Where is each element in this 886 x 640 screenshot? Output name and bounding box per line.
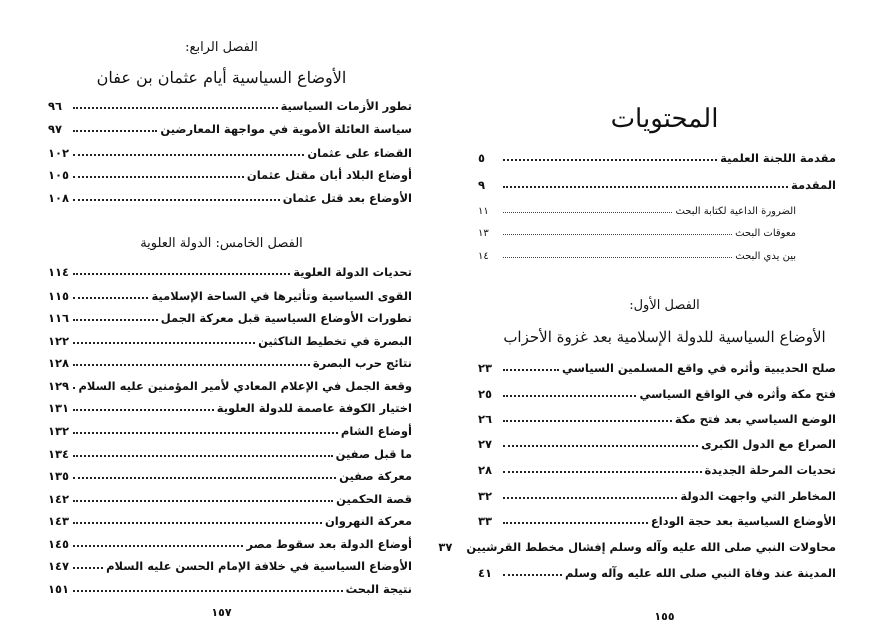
toc-entry-title: وقعة الجمل في الإعلام المعادي لأمير المؤمنين عليه السلام [78,379,412,393]
dot-leader [503,257,732,258]
toc-entry[interactable] [48,578,412,596]
toc-entry-title: الصراع مع الدول الكبرى [701,437,836,451]
dot-leader [503,212,672,213]
toc-entry[interactable] [48,164,412,182]
dot-leader [503,159,717,161]
toc-entry-title: الأوضاع السياسية في خلافة الإمام الحسن عليه السلام [106,559,412,573]
dot-leader [73,273,290,275]
toc-entry[interactable] [438,536,836,554]
toc-entry-title: تحديات الدولة العلوية [293,265,412,279]
dot-leader [73,590,343,592]
toc-entry[interactable] [48,555,412,573]
toc-entry-page: ١٢٨ [48,356,70,370]
toc-entry-page: ١٣ [478,228,489,239]
toc-entry-title: تطورات الأوضاع السياسية قبل معركة الجمل [160,311,412,325]
dot-leader [503,471,702,473]
toc-entry[interactable] [48,142,412,160]
page-number: ١٥٧ [211,606,232,619]
toc-entry[interactable] [48,307,412,325]
chapter4-subtitle: الأوضاع السياسية أيام عثمان بن عفان [96,68,347,87]
toc-entry-page: ١١ [478,206,489,217]
dot-leader [73,297,148,299]
toc-entry-page: ٩٦ [48,99,63,113]
toc-entry-page: ١٤٣ [48,514,70,528]
toc-entry[interactable] [478,147,836,165]
dot-leader [503,445,698,447]
toc-entry[interactable] [478,199,796,217]
dot-leader [503,234,732,235]
chapter1-heading: الفصل الأول: [629,298,700,313]
toc-entry-page: ٢٧ [478,437,493,451]
toc-entry-page: ٤١ [478,566,493,580]
dot-leader [503,574,562,576]
toc-entry[interactable] [478,433,836,451]
toc-entry[interactable] [48,95,412,113]
toc-entry-page: ٥ [478,151,486,165]
toc-entry-page: ١٣٤ [48,447,70,461]
dot-leader [73,522,322,524]
dot-leader [73,477,336,479]
toc-entry[interactable] [48,187,412,205]
dot-leader [73,432,338,434]
toc-entry-page: ١٣١ [48,401,70,415]
toc-entry[interactable] [48,465,412,483]
dot-leader [503,369,559,371]
toc-entry-title: القوى السياسية وتأثيرها في الساحة الإسلامية [151,289,412,303]
toc-entry[interactable] [48,443,412,461]
toc-entry-title: معوقات البحث [735,228,796,239]
toc-entry-title: مقدمة اللجنة العلمية [720,151,836,165]
dot-leader [503,497,677,499]
toc-entry[interactable] [48,533,412,551]
toc-entry-title: الضرورة الداعية لكتابة البحث [675,206,796,217]
dot-leader [73,567,103,569]
toc-entry[interactable] [48,285,412,303]
toc-entry-page: ١٣٥ [48,469,70,483]
toc-entry-page: ١٢٩ [48,379,70,393]
toc-entry-page: ١٤٥ [48,537,70,551]
toc-entry-title: تطور الأزمات السياسية [280,99,412,113]
toc-entry-page: ١١٤ [48,265,70,279]
toc-entry-title: اختيار الكوفة عاصمة للدولة العلوية [216,401,412,415]
chapter5-heading: الفصل الخامس: الدولة العلوية [140,236,303,251]
dot-leader [73,319,158,321]
toc-entry[interactable] [48,352,412,370]
dot-leader [73,364,310,366]
toc-entry[interactable] [478,383,836,401]
toc-entry-title: صلح الحديبية وأثره في واقع المسلمين السياسي [561,361,836,375]
toc-entry[interactable] [48,397,412,415]
toc-entry-page: ١٤ [478,251,489,262]
page-number: ١٥٥ [654,610,675,623]
toc-entry-title: ما قبل صفين [335,447,412,461]
toc-entry-title: المخاطر التي واجهت الدولة [680,489,836,503]
toc-entry[interactable] [48,261,412,279]
dot-leader [73,342,255,344]
toc-entry[interactable] [48,118,412,136]
toc-entry-page: ١١٥ [48,289,70,303]
toc-entry-title: نتيجة البحث [345,582,412,596]
toc-entry-title: بين يدي البحث [735,251,796,262]
toc-entry[interactable] [48,330,412,348]
toc-entry[interactable] [478,357,836,375]
toc-entry-page: ١٢٢ [48,334,70,348]
toc-entry-page: ٣٧ [438,540,453,554]
toc-entry[interactable] [48,375,412,393]
toc-entry[interactable] [478,408,836,426]
toc-entry[interactable] [478,510,836,528]
toc-entry[interactable] [48,420,412,438]
toc-entry-title: نتائج حرب البصرة [312,356,412,370]
dot-leader [73,154,304,156]
dot-leader [73,545,243,547]
toc-entry-page: ١٤٢ [48,492,70,506]
toc-entry-title: معركة النهروان [324,514,412,528]
toc-entry-title: قصة الحكمين [336,492,412,506]
toc-entry-page: ٢٦ [478,412,493,426]
toc-entry-page: ٩٧ [48,122,63,136]
dot-leader [73,107,278,109]
toc-entry[interactable] [478,562,836,580]
toc-entry-page: ٢٨ [478,463,493,477]
toc-entry-title: الأوضاع بعد قتل عثمان [282,191,412,205]
right-page [438,0,886,640]
toc-entry-title: أوضاع الشام [340,424,412,438]
dot-leader [73,387,75,389]
toc-entry[interactable] [48,510,412,528]
toc-entry-page: ١٣٢ [48,424,70,438]
toc-entry-title: البصرة في تخطيط الناكثين [258,334,412,348]
chapter4-heading: الفصل الرابع: [185,40,258,55]
dot-leader [73,455,333,457]
toc-entry-page: ١٠٥ [48,168,70,182]
dot-leader [73,500,333,502]
dot-leader [73,199,280,201]
toc-entry-title: تحديات المرحلة الجديدة [704,463,836,477]
toc-entry-page: ١١٦ [48,311,70,325]
toc-entry-title: أوضاع الدولة بعد سقوط مصر [246,537,412,551]
dot-leader [73,409,214,411]
toc-entry-page: ٣٢ [478,489,493,503]
toc-entry[interactable] [478,459,836,477]
toc-entry[interactable] [478,485,836,503]
toc-entry-title: محاولات النبي صلى الله عليه وآله وسلم إفشال مخطط القرشيين [466,540,836,554]
toc-entry[interactable] [478,174,836,192]
chapter1-subtitle: الأوضاع السياسية للدولة الإسلامية بعد غزوة الأحزاب [503,328,826,346]
toc-entry[interactable] [48,488,412,506]
dot-leader [503,395,636,397]
toc-entry-page: ٩ [478,178,486,192]
toc-entry-page: ٣٣ [478,514,493,528]
dot-leader [503,186,788,188]
toc-entry-page: ٢٣ [478,361,493,375]
toc-entry-page: ١٠٢ [48,146,70,160]
toc-entry-title: معركة صفين [339,469,412,483]
toc-entry-page: ١٥١ [48,582,70,596]
dot-leader [73,130,157,132]
dot-leader [73,176,244,178]
toc-entry-title: أوضاع البلاد أبان مقتل عثمان [246,168,412,182]
dot-leader [503,522,648,524]
toc-entry-title: الوضع السياسي بعد فتح مكة [674,412,836,426]
toc-entry-title: المدينة عند وفاة النبي صلى الله عليه وآله وسلم [564,566,836,580]
dot-leader [503,420,672,422]
toc-entry-page: ٢٥ [478,387,493,401]
toc-entry-page: ١٠٨ [48,191,70,205]
toc-entry-title: القضاء على عثمان [307,146,412,160]
toc-entry[interactable] [478,221,796,239]
toc-entry[interactable] [478,244,796,262]
toc-entry-title: فتح مكة وأثره في الواقع السياسي [639,387,836,401]
toc-entry-title: الأوضاع السياسية بعد حجة الوداع [650,514,836,528]
contents-title: المحتويات [610,104,719,134]
toc-entry-title: سياسة العائلة الأموية في مواجهة المعارضين [160,122,412,136]
toc-entry-title: المقدمة [791,178,836,192]
toc-entry-page: ١٤٧ [48,559,70,573]
